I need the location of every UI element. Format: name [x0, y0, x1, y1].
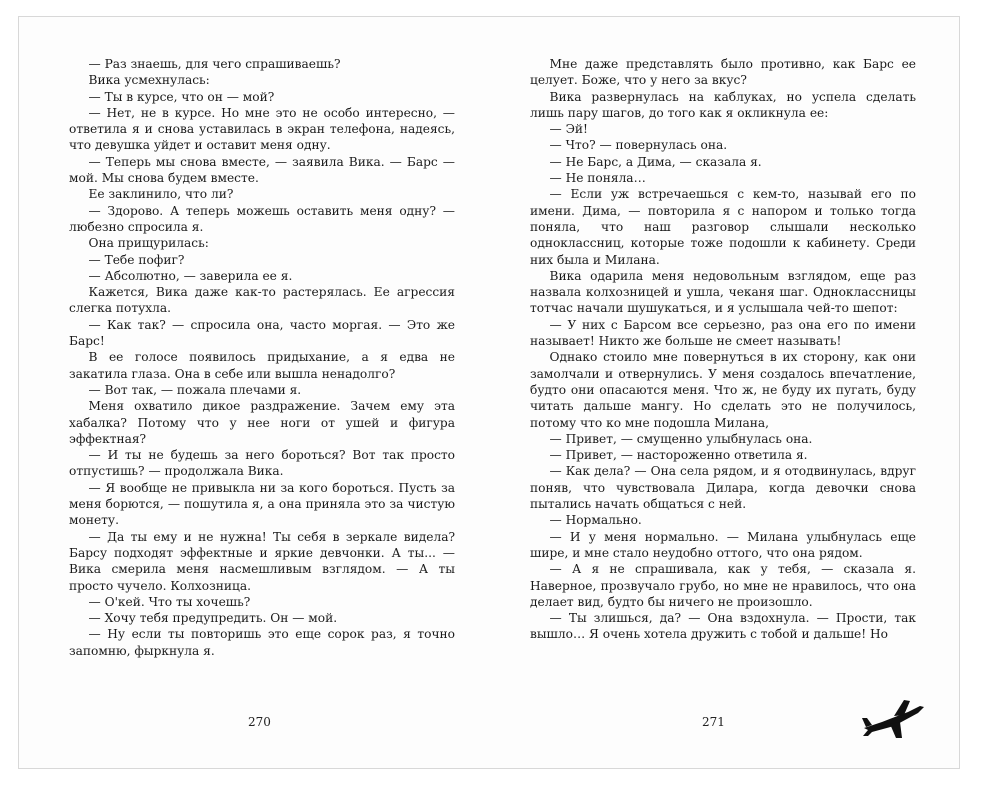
- paragraph: — Ну если ты повторишь это еще сорок раз, я точно запомню, фыркнула я.: [69, 627, 455, 658]
- airplane-icon: [860, 698, 928, 742]
- paragraph: — Да ты ему и не нужна! Ты себя в зеркале видела? Барсу подходят эффектные и яркие девчонки. А ты... — Вика смерила меня насмешливым взглядом. — А ты просто чучело. Колхозница.: [69, 529, 455, 593]
- paragraph: — Здорово. А теперь можешь оставить меня одну? — любезно спросила я.: [69, 203, 455, 234]
- paragraph: — Теперь мы снова вместе, — заявила Вика. — Барс — мой. Мы снова будем вместе.: [69, 154, 455, 186]
- paragraph: — И ты не будешь за него бороться? Вот так просто отпустишь? — продолжала Вика.: [69, 448, 455, 479]
- paragraph: — Абсолютно, — заверила ее я.: [88, 268, 293, 283]
- paragraph: Мне даже представлять было противно, как Барс ее целует. Боже, что у него за вкус?: [530, 57, 916, 88]
- paragraph: — Не поняла…: [549, 171, 646, 186]
- paragraph: Вика усмехнулась:: [88, 73, 210, 88]
- paragraph: — Хочу тебя предупредить. Он — мой.: [88, 611, 338, 626]
- paragraph: Однако стоило мне повернуться в их сторону, как они замолчали и отвернулись. У меня создалось впечатление, будто они опасаются меня. Что ж, не буду их пугать, буду читать дальше мангу. Но сделать это не получилось, потому что ко мне подошла Милана,: [530, 350, 916, 430]
- paragraph: — Ты в курсе, что он — мой?: [88, 89, 275, 104]
- paragraph: — Не Барс, а Дима, — сказала я.: [549, 154, 762, 169]
- paragraph: — О'кей. Что ты хочешь?: [88, 594, 251, 609]
- paragraph: — Нормально.: [549, 513, 642, 528]
- paragraph: Она прищурилась:: [88, 236, 209, 251]
- paragraph: — Раз знаешь, для чего спрашиваешь?: [88, 57, 341, 71]
- paragraph: Вика одарила меня недовольным взглядом, еще раз назвала колхозницей и ушла, чеканя шаг. Одноклассницы тотчас начали шушукаться, и я услышала чей-то шепот:: [530, 268, 916, 316]
- page-number-left: 270: [248, 715, 271, 729]
- paragraph: — У них с Барсом все серьезно, раз она его по имени называет! Никто же больше не смеет называть!: [530, 317, 916, 349]
- paragraph: — А я не спрашивала, как у тебя, — сказала я. Наверное, прозвучало грубо, но мне не нравилось, что она делает вид, будто бы ничего не произошло.: [530, 562, 916, 609]
- paragraph: — Как так? — спросила она, часто моргая. — Это же Барс!: [69, 317, 455, 349]
- paragraph: Ее заклинило, что ли?: [88, 187, 234, 202]
- paragraph: — Как дела? — Она села рядом, и я отодвинулась, вдруг поняв, что чувствовала Дилара, когда девочки снова пытались начать общаться с ней.: [530, 464, 916, 512]
- paragraph: — Тебе пофиг?: [88, 252, 185, 267]
- paragraph: — Эй!: [549, 122, 588, 137]
- paragraph: Меня охватило дикое раздражение. Зачем ему эта хабалка? Потому что у нее ноги от ушей и фигура эффектная?: [69, 399, 455, 446]
- paragraph: Кажется, Вика даже как-то растерялась. Ее агрессия слегка потухла.: [69, 285, 455, 316]
- paragraph: — Если уж встречаешься с кем-то, называй его по имени. Дима, — повторила я с напором и только тогда поняла, что наш разговор слышали несколько одноклассниц, которые тоже подошли к кабинету. Среди них была и Милана.: [530, 187, 916, 267]
- paragraph: — Привет, — смущенно улыбнулась она.: [549, 431, 813, 446]
- right-page: [530, 56, 916, 643]
- paragraph: — Что? — повернулась она.: [549, 138, 728, 153]
- paragraph: Вика развернулась на каблуках, но успела сделать лишь пару шагов, до того как я окликнула ее:: [530, 89, 916, 120]
- paragraph: В ее голосе появилось придыхание, а я едва не закатила глаза. Она в себе или вышла ненадолго?: [69, 350, 455, 381]
- paragraph: — И у меня нормально. — Милана улыбнулась еще шире, и мне стало неудобно оттого, что она рядом.: [530, 529, 916, 560]
- page-number-right: 271: [702, 715, 725, 729]
- paragraph: — Вот так, — пожала плечами я.: [88, 382, 302, 397]
- paragraph: — Ты злишься, да? — Она вздохнула. — Прости, так вышло… Я очень хотела дружить с тобой и дальше! Но: [530, 611, 916, 642]
- paragraph: — Я вообще не привыкла ни за кого бороться. Пусть за меня борются, — пошутила я, а она приняла это за чистую монету.: [69, 480, 455, 528]
- paragraph: — Нет, не в курсе. Но мне это не особо интересно, — ответила я и снова уставилась в экран телефона, надеясь, что девушка уйдет и оставит меня одну.: [69, 105, 455, 153]
- left-page: [69, 56, 455, 659]
- paragraph: — Привет, — настороженно ответила я.: [549, 448, 808, 463]
